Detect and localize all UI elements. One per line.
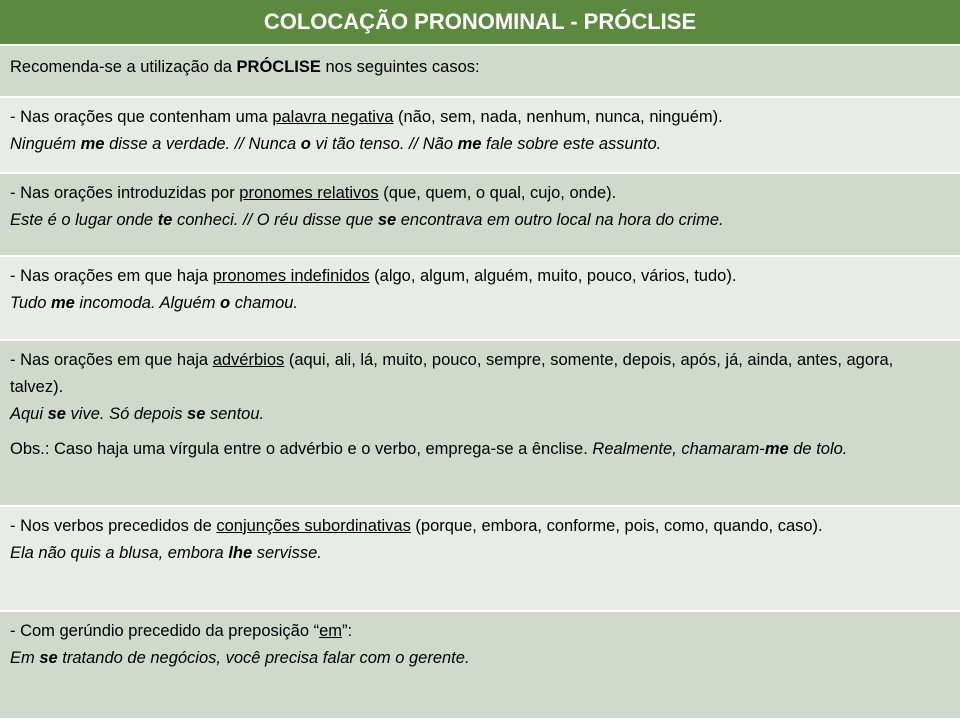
example-segment: Este é o lugar onde [10,210,158,229]
example-text [10,207,950,234]
rule-post: (porque, embora, conforme, pois, como, quando, caso). [410,516,823,535]
intro-pre: Recomenda-se a utilização da [10,57,237,76]
rule-text [10,618,950,645]
rule-pre: - Nas orações que contenham uma [10,107,273,126]
example-segment: Tudo [10,294,51,313]
intro-text [10,58,480,76]
example-segment: Em [10,649,40,668]
rule-pre: - Nas orações introduzidas por [10,183,240,202]
obs-example-pronoun: me [764,440,789,459]
example-segment: sentou. [205,405,265,424]
obs-example-post: de tolo. [788,440,848,459]
example-pronoun: me [457,134,482,153]
rule-keyword: palavra negativa [272,107,394,126]
example-segment: Ninguém [10,134,81,153]
rule-text [10,347,950,401]
example-segment: Ela não quis a blusa, embora [10,543,229,562]
intro-row [0,46,960,98]
example-segment: conheci. // O réu disse que [172,210,378,229]
rule-post: ”: [342,622,353,641]
example-text [10,131,950,158]
example-pronoun: me [50,294,75,313]
rule-row [0,341,960,507]
rule-pre: - Com gerúndio precedido da preposição “ [10,622,320,641]
rule-row [0,507,960,613]
example-text [10,290,950,317]
example-pronoun: o [300,134,311,153]
obs-note [10,436,950,463]
example-segment: servisse. [252,543,322,562]
example-segment: vi tão tenso. // Não [310,134,458,153]
rule-row [0,257,960,341]
example-pronoun: se [377,210,397,229]
example-segment: disse a verdade. // Nunca [104,134,301,153]
example-segment: incomoda. Alguém [74,294,221,313]
rule-keyword: conjunções subordinativas [216,516,411,535]
example-pronoun: te [157,210,173,229]
page-title: COLOCAÇÃO PRONOMINAL - PRÓCLISE [0,0,960,46]
example-pronoun: se [187,405,206,424]
rule-text [10,263,950,290]
rule-row [0,612,960,720]
obs-example-pre: Realmente, chamaram- [592,440,765,459]
rule-keyword: pronomes relativos [239,183,379,202]
rule-keyword: em [319,622,343,641]
rule-keyword: advérbios [212,351,285,370]
rule-post: (não, sem, nada, nenhum, nunca, ninguém). [393,107,723,126]
intro-strong: PRÓCLISE [236,57,321,76]
example-segment: tratando de negócios, você precisa falar com o gerente. [57,649,470,668]
obs-text: Obs.: Caso haja uma vírgula entre o advérbio e o verbo, emprega-se a ênclise. [10,440,593,459]
rule-pre: - Nas orações em que haja [10,351,213,370]
rule-post: (algo, algum, alguém, muito, pouco, vários, tudo). [369,267,737,286]
example-segment: fale sobre este assunto. [481,134,662,153]
example-segment: Aqui [10,405,48,424]
example-pronoun: se [39,649,58,668]
example-segment: vive. Só depois [65,405,188,424]
example-pronoun: o [220,294,231,313]
example-pronoun: me [80,134,105,153]
rule-text [10,104,950,131]
example-segment: chamou. [230,294,299,313]
rule-row [0,174,960,258]
rule-pre: - Nas orações em que haja [10,267,213,286]
example-text [10,540,950,567]
example-text [10,645,950,672]
rule-text [10,513,950,540]
rule-post: (que, quem, o qual, cujo, onde). [378,183,617,202]
rule-keyword: pronomes indefinidos [212,267,370,286]
example-text [10,401,950,428]
intro-post: nos seguintes casos: [320,57,480,76]
rule-post: (aqui, ali, lá, muito, pouco, sempre, somente, depois, após, já, ainda, antes, agora, talvez). [10,351,894,397]
example-pronoun: lhe [228,543,253,562]
example-pronoun: se [47,405,66,424]
rule-pre: - Nos verbos precedidos de [10,516,217,535]
rule-row [0,98,960,174]
rule-text [10,180,950,207]
example-segment: encontrava em outro local na hora do crime. [396,210,724,229]
